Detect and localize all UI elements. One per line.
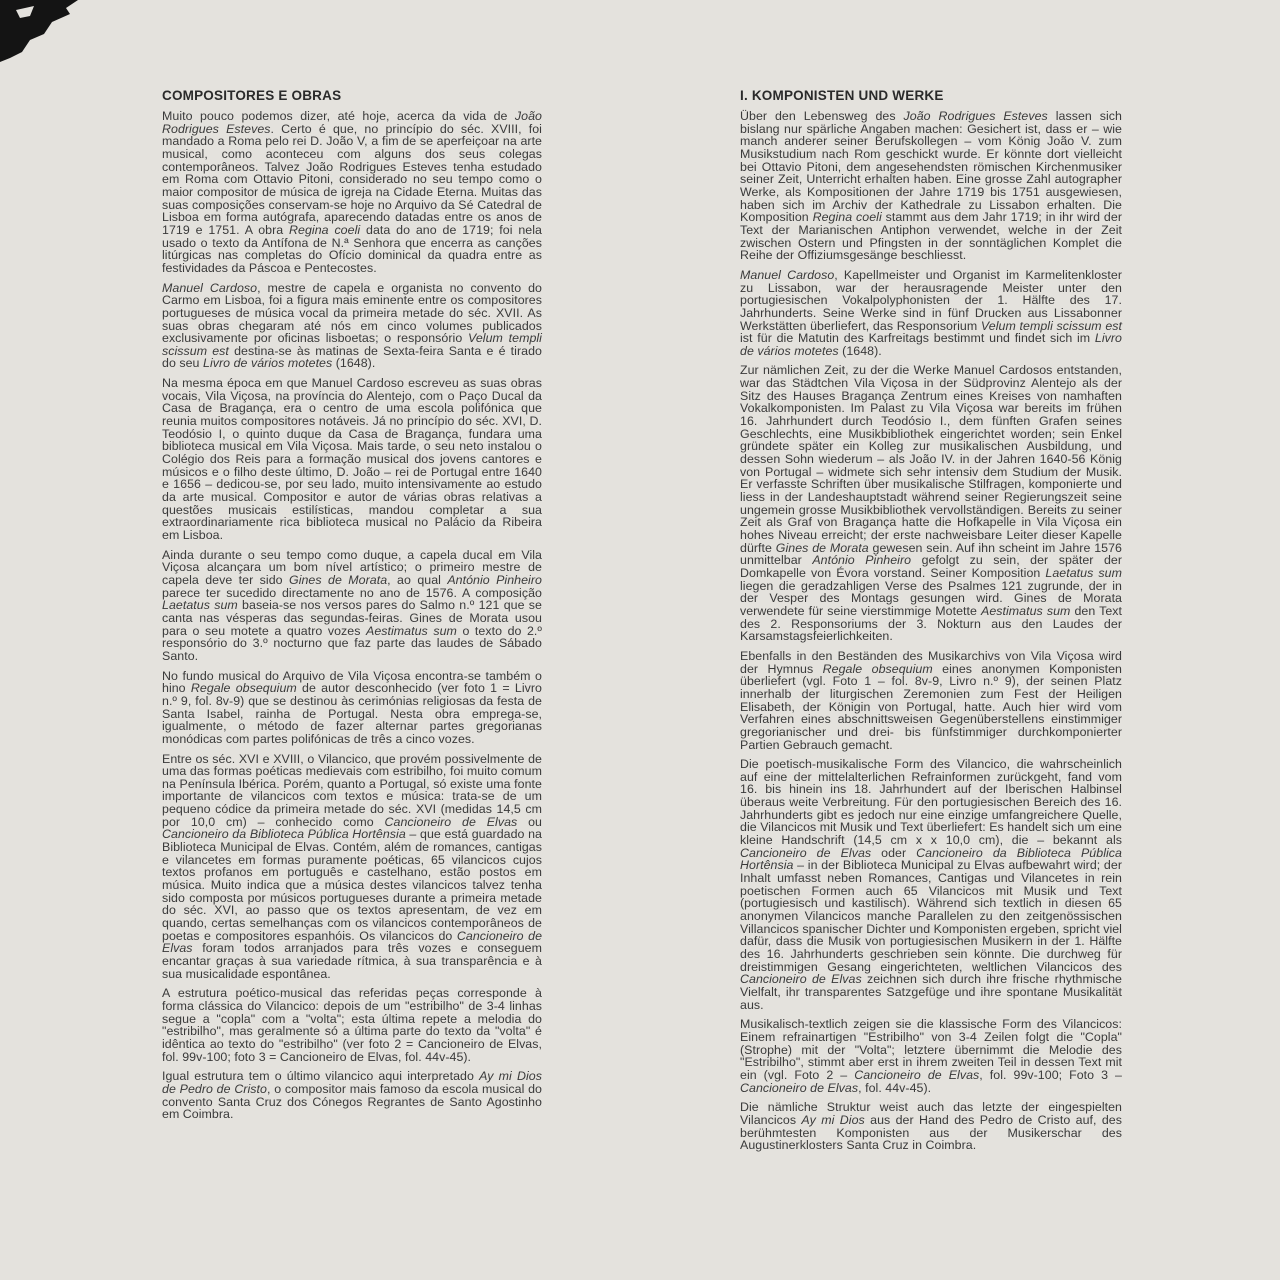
text-run: ist für die Matutin des Karfreitags bestimmt und findet sich im [740,331,1095,346]
paragraph [162,753,542,981]
text-run: A estrutura poético-musical das referidas peças corresponde à forma clássica do Vilancico: depois de um "estribilho" de 3-4 linhas segue a "copla" com a "volta"; esta última repete a melodia do "estribilho", mas geralmente só a última parte do texto da "volta" é idêntica ao texto do "estribilho" (ver foto 2 = Cancioneiro de Elvas, fol. 99v-100; foto 3 = Cancioneiro de Elvas, fol. 44v-45). [162,986,542,1064]
italic-text: Cancioneiro de Elvas [740,845,872,860]
paragraph [740,650,1122,751]
paragraph [162,377,542,542]
text-run: den Text des 2. Responsoriums der 3. Nokturn aus den Laudes der Karsamstagsfeierlichkeiten. [740,603,1122,644]
text-run: Muito pouco podemos dizer, até hoje, acerca da vida de [162,109,515,123]
text-run: destina-se às matinas de Sexta-feira Santa e é tirado do seu [162,343,542,371]
italic-text: Gines de Morata [289,572,388,587]
italic-text: Aestimatus sum [366,623,457,638]
text-run: zeichnen sich durch ihre frische rhythmische Vielfalt, ihr transparentes Satzgefüge und ihre spontane Musikalität aus. [740,972,1123,1012]
italic-text: Cancioneiro de Elvas [854,1067,980,1082]
german-body [740,110,1122,1152]
italic-text: João Rodrigues Esteves [162,109,542,136]
paragraph [162,282,542,371]
text-run: , o compositor mais famoso da escola musical do convento Santa Cruz dos Cónegos Regrantes de Santo Agostinho em Coimbra. [162,1081,543,1122]
paragraph [162,670,542,746]
paragraph [162,549,542,663]
text-run: baseia-se nos versos pares do Salmo n.º 121 que se canta nas vésperas das segundas-feiras. Gines de Morata usou para o seu motete a quatro vozes [162,598,542,638]
paragraph [162,987,542,1063]
text-run: , Kapellmeister und Organist im Karmelitenkloster zu Lissabon, war der herausragende Meister unter den portugiesischen Vokalpolyphonisten der 1. Hälfte des 17. Jahrhunderts. Seine Werke sind in fünf Drucken aus Lissabonner Werkstätten überliefert, das Responsorium [740,267,1122,333]
text-run: lassen sich bislang nur spärliche Angaben machen: Gesichert ist, dass er – wie manch anderer seiner Berufskollegen – vom König João V. zum Musikstudium nach Rom geschickt wurde. Er könnte dort vielleicht bei Ottavio Pitoni, dem angesehendsten römischen Kirchenmusiker seiner Zeit, Unterricht erhalten haben. Eine grosse Zahl autographer Werke, als Kompositionen der Jahre 1719 bis 1751 ausgewiesen, haben sich im Archiv der Kathedrale zu Lissabon erhalten. Die Komposition [740,109,1122,225]
italic-text: Velum templi scissum est [162,331,542,358]
text-run: Na mesma época em que Manuel Cardoso escreveu as suas obras vocais, Vila Viçosa, na província do Alentejo, com o Paço Ducal da Casa de Bragança, era o centro de uma escola polifónica que reunia muitos compositores notáveis. Já no princípio do séc. XVI, D. Teodósio I, o quinto duque da Casa de Bragança, fundara uma biblioteca musical em Vila Viçosa. Mais tarde, o seu neto instalou o Colégio dos Reis para a formação musical dos jovens cantores e músicos e o filho deste último, D. João – rei de Portugal entre 1640 e 1656 – dedicou-se, por seu lado, muito intensivamente ao estudo da arte musical. Compositor e autor de várias obras relativas a questões musicais estilísticas, mandou completar a sua extraordinariamente rica biblioteca musical no Palácio da Ribeira em Lisboa. [162,376,542,542]
italic-text: António Pinheiro [812,553,912,568]
german-column [740,88,1122,1159]
text-run: o texto do 2.º responsório do 3.º nocturno que faz parte das laudes de Sábado Santo. [162,623,543,663]
italic-text: Ay mi Dios de Pedro de Cristo [162,1069,542,1096]
text-run: Zur nämlichen Zeit, zu der die Werke Manuel Cardosos entstanden, war das Städtchen Vila Viçosa in der Südprovinz Alentejo als der Sitz des Hauses Bragança Zentrum eines Kreises von namhaften Vokalkomponisten. Im Palast zu Vila Viçosa war bereits im frühen 16. Jahrhundert durch Teodósio I., dem fünften Grafen seines Geschlechts, eine Musikbibliothek eingerichtet worden; sein Enkel gründete später ein Kolleg zur musikalischen Ausbildung, und dessen Sohn wiederum – als João IV. in der Jahren 1640-56 König von Portugal – widmete sich sehr intensiv dem Studium der Musik. Er verfasste Schriften über musikalische Stilfragen, komponierte und liess in der Landeshauptstadt während seiner Regierungszeit seine ungemein grosse Musikbibliothek vervollständigen. Bereits zu seiner Zeit als Graf von Bragança hatte die Hofkapelle in Vila Viçosa ein hohes Niveau erreicht; der erste nachweisbare Leiter dieser Kapelle dürfte [740,363,1122,555]
italic-text: Cancioneiro de Elvas [384,814,518,829]
portuguese-heading: COMPOSITORES E OBRAS [162,88,342,103]
text-run: – que está guardado na Biblioteca Municipal de Elvas. Contém, além de romances, cantigas e vilancetes em formas puramente poéticas, 65 vilancicos cujos textos profanos em português e castelhano, estão postos em música. Muito indica que a música destes vilancicos talvez tenha sido composta por músicos portugueses durante a primeira metade do séc. XVI, ao passo que os textos apresentam, de vez em quando, certas semelhanças com os vilancicos contemporâneos de poetas e compositores espanhóis. Os vilancicos do [162,827,543,943]
italic-text: Gines de Morata [775,540,869,555]
italic-text: Cancioneiro da Biblioteca Pública Hortênsia [162,827,406,842]
text-run: liegen die geradzahligen Verse des Psalmes 121 zugrunde, der in der Vesper des Montags gesungen wird. Gines de Morata verwendete für seine vierstimmige Motette [740,578,1122,618]
italic-text: Ay mi Dios [801,1112,865,1127]
paragraph [162,1070,542,1121]
paragraph [740,1101,1122,1152]
paragraph [740,364,1122,642]
italic-text: António Pinheiro [447,572,542,587]
italic-text: Cancioneiro da Biblioteca Pública Hortênsia [740,845,1122,873]
text-run: . Certo é que, no princípio do séc. XVIII, foi mandado a Roma pelo rei D. João V, a fim de se aperfeiçoar na arte musical, como aconteceu com alguns dos seus colegas contemporâneos. Talvez João Rodrigues Esteves tenha estudado em Roma com Ottavio Pitoni, considerado no seu tempo como o maior compositor de música de igreja na Cidade Eterna. Muitas das suas composições conservam-se hoje no Arquivo da Sé Catedral de Lisboa em forma autógrafa, aparecendo datadas entre os anos de 1719 e 1751. A obra [162,121,542,237]
text-run: aus der Hand des Pedro de Cristo auf, des berühmtesten Komponisten aus der Musikerschar des Augustinerklosters Santa Cruz in Coimbra. [740,1112,1122,1153]
text-run: eines anonymen Komponisten überliefert (vgl. Foto 1 – fol. 8v-9, Livro n.º 9), der seinen Platz innerhalb der liturgischen Zeremonien zum Fest der Heiligen Elisabeth, der Königin von Portugal, hatte. Auch hier wird vom Verfahren eines abschnittsweisen Gegenüberstellens einstimmiger gregorianischer und drei- bis fünfstimmiger durchkomponierter Partien Gebrauch gemacht. [740,661,1122,752]
text-run: , ao qual [387,572,448,587]
italic-text: Manuel Cardoso [740,267,835,282]
paragraph [740,1018,1122,1094]
italic-text: João Rodrigues Esteves [903,109,1048,123]
italic-text: Regale obsequium [190,681,297,696]
torn-corner-mark [0,0,80,70]
paragraph [740,269,1122,358]
text-run: No fundo musical do Arquivo de Vila Viçosa encontra-se também o hino [162,668,542,696]
text-run: Die nämliche Struktur weist auch das letzte der eingespielten Vilancicos [740,1100,1122,1127]
text-run: gefolgt zu sein, der später der Domkapelle von Évora vorstand. Seiner Komposition [740,553,1123,580]
text-run: oder [871,845,917,860]
italic-text: Laetatus sum [162,598,238,613]
text-run: , mestre de capela e organista no convento do Carmo em Lisboa, foi a figura mais eminente entre os compositores portugueses de música vocal da primeira metade do séc. XVII. As suas obras chegaram até nós em cinco volumes publicados exclusivamente por oficinas lisboetas; o responsório [162,280,542,346]
text-run: Musikalisch-textlich zeigen sie die klassische Form des Vilancicos: Einem refrainartigen "Estribilho" von 3-4 Zeilen folgt die "Copla" (Strophe) mit der "Volta"; letztere übernimmt die Melodie des "Estribilho", stimmt aber erst in ihrem zweiten Teil in dessen Text mit ein (vgl. Foto 2 – [740,1017,1122,1082]
text-run: Über den Lebensweg des [740,109,904,123]
italic-text: Cancioneiro de Elvas [740,972,862,987]
text-run: (1648). [838,343,882,358]
text-run: – in der Biblioteca Municipal zu Elvas aufbewahrt wird; der Inhalt umfasst neben Romances, Cantigas und Vilancetes in rein poetischen Formen auch 65 Vilancicos mit Musik und Text (portugiesisch und kastilisch). Während sich textlich in diesen 65 anonymen Vilancicos manche Parallelen zu den zeitgenössischen Villancicos spanischer Dichter und Komponisten ergeben, spricht viel dafür, dass die Musik von portugiesischen Musikern in der 1. Hälfte des 16. Jahrhunderts geschrieben sein könnte. Die durchweg für dreistimmigen Gesang eingerichteten, weltlichen Vilancicos des [740,858,1122,974]
italic-text: Livro de vários motetes [740,331,1122,358]
italic-text: Velum templi scissum est [980,318,1123,333]
italic-text: Regina coeli [289,222,361,237]
text-run: , fol. 44v-45). [858,1080,932,1095]
italic-text: Cancioneiro de Elvas [740,1080,859,1095]
italic-text: Regale obsequium [822,661,933,676]
text-run: gewesen sein. Auf ihn scheint im Jahre 1576 unmittelbar [740,540,1122,568]
paragraph [740,758,1122,1011]
text-run: (1648). [332,356,376,371]
text-run: parece ter sucedido directamente no ano de 1576. A composição [162,585,542,600]
italic-text: Manuel Cardoso [162,280,258,295]
italic-text: Livro de vários motetes [203,356,333,371]
portuguese-body [162,110,542,1121]
german-heading: I. KOMPONISTEN UND WERKE [740,88,944,103]
text-run: , fol. 99v-100; Foto 3 – [979,1067,1122,1082]
text-run: Ainda durante o seu tempo como duque, a capela ducal em Vila Viçosa alcançara um bom nível artístico; o primeiro mestre de capela deve ter sido [162,547,542,587]
italic-text: Cancioneiro de Elvas [162,928,543,956]
text-run: Die poetisch-musikalische Form des Vilancico, die wahrscheinlich auf eine der mittelalterlichen Refrainformen zurückgeht, fand vom 16. bis hinein ins 18. Jahrhundert auf der Iberischen Halbinsel überaus weite Verbreitung. Für den portugiesischen Bereich des 16. Jahrhunderts gibt es jedoch nur eine einzige umfangreichere Quelle, die Vilancicos mit Musik und Text überliefert: Es handelt sich um eine kleine Handschrift (14,5 cm x x 10,0 cm), die – bekannt als [740,757,1122,848]
text-run: de autor desconhecido (ver foto 1 = Livro n.º 9, fol. 8v-9) que se destinou às cerimónias religiosas da festa de Santa Isabel, rainha de Portugal. Nesta obra emprega-se, igualmente, o método de fazer alternar partes gregorianas monódicas com partes polifónicas de três a cinco vozes. [162,681,543,746]
text-run: Ebenfalls in den Beständen des Musikarchivs von Vila Viçosa wird der Hymnus [740,648,1122,676]
text-run: ou [517,814,542,829]
paragraph [740,110,1122,262]
italic-text: Aestimatus sum [981,603,1071,618]
text-run: data do ano de 1719; foi nela usado o texto da Antífona de N.ª Senhora que encerra as canções litúrgicas nas completas do Ofício dominical da quadra entre as festividades da Páscoa e Pentecostes. [162,222,542,275]
italic-text: Laetatus sum [1045,565,1122,580]
paragraph [162,110,542,275]
text-run: stammt aus dem Jahr 1719; in ihr wird der Text der Marianischen Antiphon verwendet, welche in der Zeit zwischen Ostern und Pfingsten in der sonntäglichen Komplet die Reihe der Offiziumsgesänge beschliesst. [740,210,1122,263]
text-run: foram todos arranjados para três vozes e conseguem encantar graças à sua variedade rítmica, à sua transparência e à sua musicalidade espontânea. [162,941,542,981]
text-run: Igual estrutura tem o último vilancico aqui interpretado [162,1069,480,1084]
text-run: Entre os séc. XVI e XVIII, o Vilancico, que provém possivelmente de uma das formas poéticas medievais com estribilho, foi muito comum na Península Ibérica. Porém, quanto a Portugal, só existe uma fonte importante de vilancicos com textos e música: trata-se de um pequeno códice da primeira metade do séc. XVI (medidas 14,5 cm por 10,0 cm) – conhecido como [162,751,542,829]
italic-text: Regina coeli [812,210,882,225]
portuguese-column [162,88,542,1128]
